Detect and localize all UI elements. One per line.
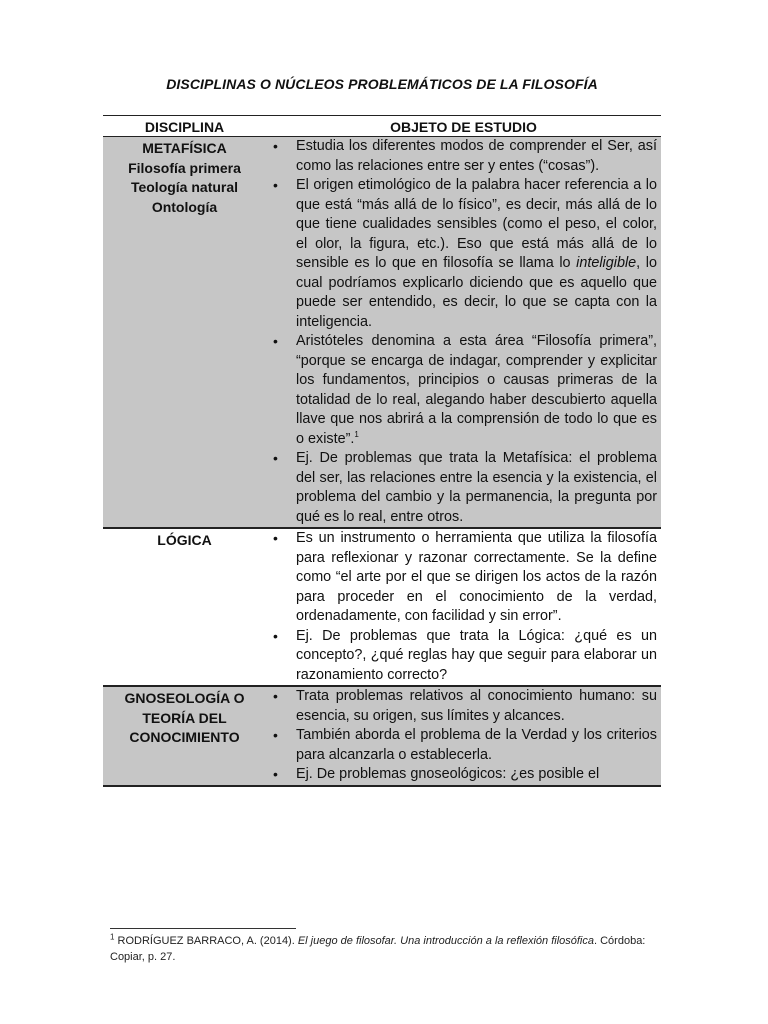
discipline-alias: Filosofía primera xyxy=(128,159,241,176)
object-cell xyxy=(266,137,661,529)
bullet-item: • También aborda el problema de la Verdad y los criterios para alcanzarla o establecerla. xyxy=(296,726,657,765)
footnote-publication: . Córdoba: Copiar, p. 27. xyxy=(110,935,646,963)
bullet-item xyxy=(296,176,657,332)
bullet-text: , lo cual podríamos explicarlo diciendo que es aquello que puede ser entendido, es decir, lo que se capta con la inteligencia. xyxy=(296,255,657,330)
footnote-reference[interactable]: 1 xyxy=(354,429,359,439)
discipline-name: CONOCIMIENTO xyxy=(129,729,240,745)
discipline-alias: Ontología xyxy=(151,198,218,215)
discipline-name: LÓGICA xyxy=(157,532,212,548)
bullet-item xyxy=(296,332,657,449)
header-discipline: DISCIPLINA xyxy=(103,116,266,137)
table-row-logica xyxy=(103,528,661,686)
bullet-text: El origen etimológico de la palabra hacer referencia a lo que está “más allá de lo físico”, es decir, más allá de lo que tiene cualidades sensibles (como el peso, el color, el olor, la figura, etc.). Eso que está más allá de lo sensible es lo que en filosofía se llama lo xyxy=(296,177,657,271)
table-header-row xyxy=(103,116,661,137)
page-title: DISCIPLINAS O NÚCLEOS PROBLEMÁTICOS DE LA FILOSOFÍA xyxy=(166,76,598,92)
table-row-gnoseologia xyxy=(103,686,661,786)
table-row-metafisica xyxy=(103,137,661,529)
discipline-name: GNOSEOLOGÍA O xyxy=(124,690,245,706)
bullet-item: • Es un instrumento o herramienta que utiliza la filosofía para reflexionar y razonar correctamente. Se la define como “el arte por el que se dirigen los actos de la razón para proceder en el conocimiento de la verdad, ordenadamente, con facilidad y sin error”. xyxy=(296,529,657,627)
bullet-item: • Ej. De problemas gnoseológicos: ¿es posible el xyxy=(296,765,657,785)
object-cell xyxy=(266,686,661,786)
bullet-item: • Ej. De problemas que trata la Lógica: ¿qué es un concepto?, ¿qué reglas hay que seguir para elaborar un razonamiento correcto? xyxy=(296,627,657,686)
discipline-name: TEORÍA DEL xyxy=(142,709,227,726)
bullet-text: Aristóteles denomina a esta área “Filosofía primera”, “porque se encarga de indagar, comprender y explicitar los fundamentos, principios o causas primeras de la totalidad de lo real, alegando haber descubierto aquella llave que nos abrirá a la comprensión de todo lo que es o existe”. xyxy=(296,333,657,447)
emphasis-term: inteligible xyxy=(576,255,637,271)
footnote-author: RODRÍGUEZ BARRACO, A. (2014). xyxy=(117,935,298,947)
footnote-marker: 1 xyxy=(110,932,115,942)
discipline-cell xyxy=(103,528,266,686)
discipline-cell xyxy=(103,137,266,529)
bullet-item: • Trata problemas relativos al conocimiento humano: su esencia, su origen, sus límites y alcances. xyxy=(296,687,657,726)
bullet-item: • Estudia los diferentes modos de comprender el Ser, así como las relaciones entre ser y entes (“cosas”). xyxy=(296,137,657,176)
footnote xyxy=(110,934,668,965)
discipline-cell xyxy=(103,686,266,786)
discipline-alias: Teología natural xyxy=(130,179,239,195)
header-object-of-study: OBJETO DE ESTUDIO xyxy=(266,116,661,137)
bullet-item: • Ej. De problemas que trata la Metafísica: el problema del ser, las relaciones entre la esencia y la existencia, el problema del cambio y la permanencia, la pregunta por qué es lo real, entre otros. xyxy=(296,449,657,527)
object-cell xyxy=(266,528,661,686)
footnote-divider xyxy=(110,928,296,929)
discipline-name: METAFÍSICA xyxy=(142,140,227,156)
disciplines-table xyxy=(103,115,661,787)
footnote-work-title: El juego de filosofar. Una introducción a la reflexión filosófica xyxy=(297,935,594,947)
